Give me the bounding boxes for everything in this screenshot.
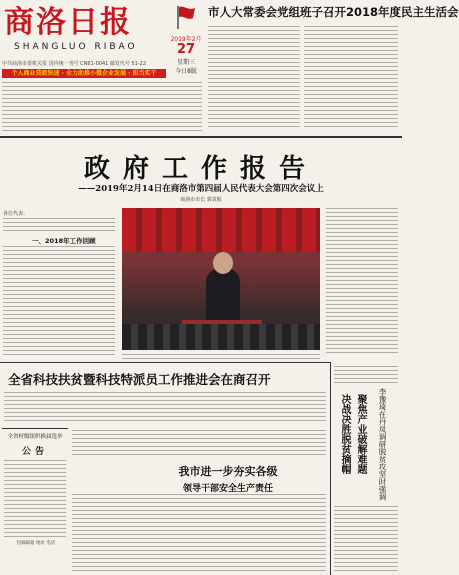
side-story-kicker: 李豫琦在丹凤调研脱贫攻坚时强调 [378, 388, 387, 501]
lead-story-body [326, 208, 398, 356]
lead-story-body [3, 246, 115, 356]
third-story-line1: 我市进一步夯实各级 [178, 465, 278, 478]
lead-story-photo [122, 208, 320, 350]
second-story-body [4, 392, 326, 424]
slogan-banner: 个人商业贷款快速 · 全力助推小微企业发展 · 担当实干 [2, 69, 166, 78]
issue-day: 27 [176, 42, 196, 57]
top-story-body [304, 26, 398, 130]
left-column-text [2, 82, 202, 132]
photo-audience [122, 324, 320, 350]
notice-title: 公告 [21, 447, 48, 457]
side-story-title[interactable]: 聚焦产业破解难题 [355, 394, 366, 474]
lead-story-byline: 商洛市市长 郭袁航 [180, 197, 222, 203]
second-story-headline[interactable]: 全省科技扶贫暨科技特派员工作推进会在商召开 [8, 372, 271, 387]
top-story-body [208, 26, 300, 130]
top-story-headline[interactable]: 市人大常委会党组班子召开2018年度民主生活会 [208, 5, 459, 19]
notice-footer: 投稿邮箱 地址 电话 [16, 541, 56, 546]
third-story-line2: 领导干部安全生产责任 [182, 484, 273, 494]
third-story-body [72, 494, 326, 572]
side-story-body [334, 366, 398, 386]
issue-date-box [168, 4, 204, 78]
photo-flags [122, 208, 320, 252]
lead-story-body [3, 218, 115, 232]
issue-edition: 今日8版 [175, 68, 197, 75]
lead-story-body [122, 354, 320, 360]
lead-story-section-heading: 一、2018年工作回顾 [32, 237, 96, 245]
issue-weekday: 星期三 [176, 59, 195, 66]
issue-year-month: 2019年2月 [170, 36, 202, 43]
red-flag-icon [174, 4, 198, 30]
notice-body [4, 460, 66, 538]
divider [0, 362, 330, 363]
photo-speaker-head [213, 252, 233, 274]
newspaper-logo-english: SHANGLUO RIBAO [14, 42, 138, 52]
notice-org: 全省村级组织换届选举 [7, 434, 63, 440]
masthead-meta: 中共商洛市委机关报 国内统一刊号 CN61-0041 邮发代号 51-22 [2, 61, 147, 67]
side-story-title[interactable]: 决战决胜脱贫摘帽 [339, 394, 350, 474]
newspaper-logo: 商洛日报 [4, 5, 132, 40]
side-story-body [334, 506, 398, 572]
notice-border [2, 428, 68, 429]
divider [330, 362, 331, 575]
lead-story-subtitle: ——2019年2月14日在商洛市第四届人民代表大会第四次会议上 [78, 184, 324, 194]
lead-story-title[interactable]: 政府工作报告 [83, 154, 318, 184]
second-story-body [72, 430, 326, 458]
lead-story-salutation: 各位代表： [3, 211, 29, 217]
third-story-headline[interactable] [138, 463, 318, 494]
divider [0, 136, 402, 138]
